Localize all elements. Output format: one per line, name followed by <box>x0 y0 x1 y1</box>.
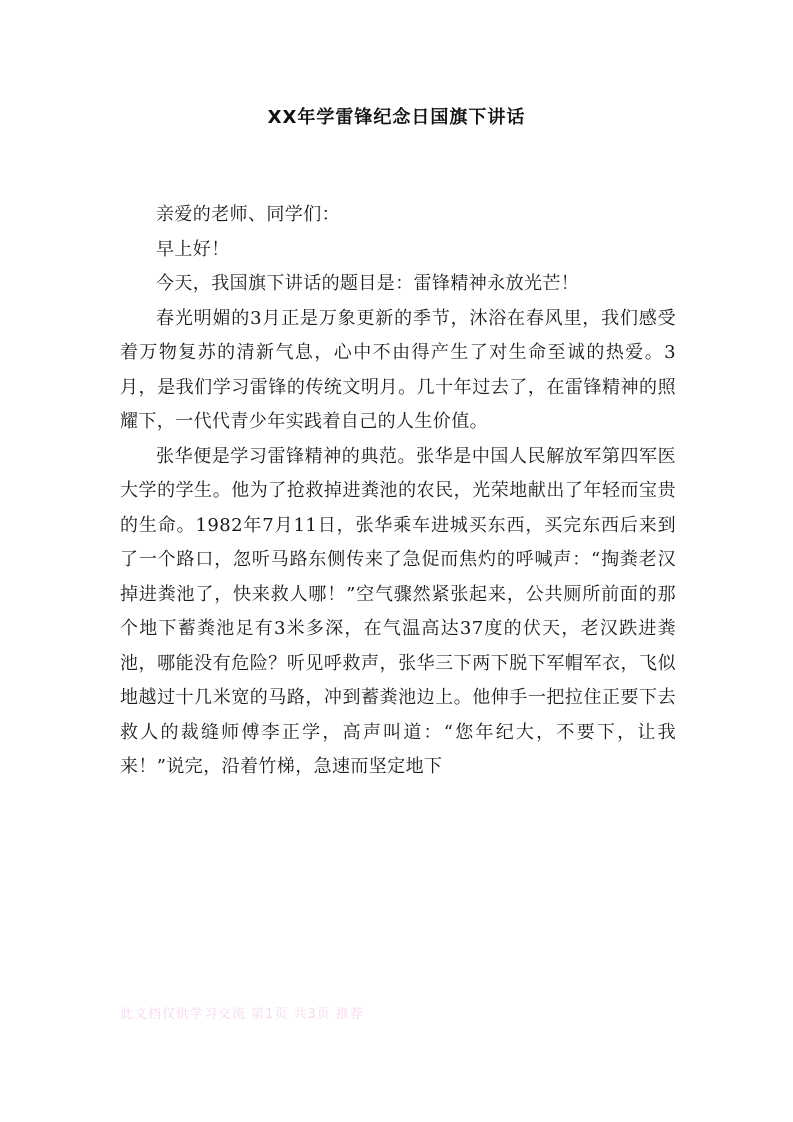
greeting-paragraph: 亲爱的老师、同学们： <box>156 204 340 225</box>
morning-paragraph: 早上好！ <box>156 238 230 260</box>
faint-watermark: 此文档仅供学习交流 第1页 共3页 推荐 <box>120 1007 364 1022</box>
body-paragraph: 张华便是学习雷锋精神的典范。张华是中国人民解放军第四军医大学的学生。他为了抢救掉进粪池的农民，光荣地献出了年轻而宝贵的生命。1982年7月11日，张华乘车进城买东西，买完东西后来到了一个路口，忽听马路东侧传来了急促而焦灼的呼喊声：“掏粪老汉掉进粪池了，快来救人哪！”空气骤然紧张起来，公共厕所前面的那个地下蓄粪池足有3米多深，在气温高达37度的伏天，老汉跌进粪池，哪能没有危险？听见呼救声，张华三下两下脱下军帽军衣，飞似地越过十几米宽的马路，冲到蓄粪池边上。他伸手一把拉住正要下去救人的裁缝师傅李正学，高声叫道：“您年纪大，不要下，让我来！”说完，沿着竹梯，急速而坚定地下 <box>120 445 676 777</box>
document-body <box>120 198 676 785</box>
document-title: XX年学雷锋纪念日国旗下讲话 <box>267 107 526 128</box>
body-paragraph: 春光明媚的3月正是万象更新的季节，沐浴在春风里，我们感受着万物复苏的清新气息，心中不由得产生了对生命至诚的热爱。3月，是我们学习雷锋的传统文明月。几十年过去了，在雷锋精神的照耀下，一代代青少年实践着自己的人生价值。 <box>120 307 676 432</box>
topic-paragraph: 今天，我国旗下讲话的题目是：雷锋精神永放光芒！ <box>156 273 580 294</box>
